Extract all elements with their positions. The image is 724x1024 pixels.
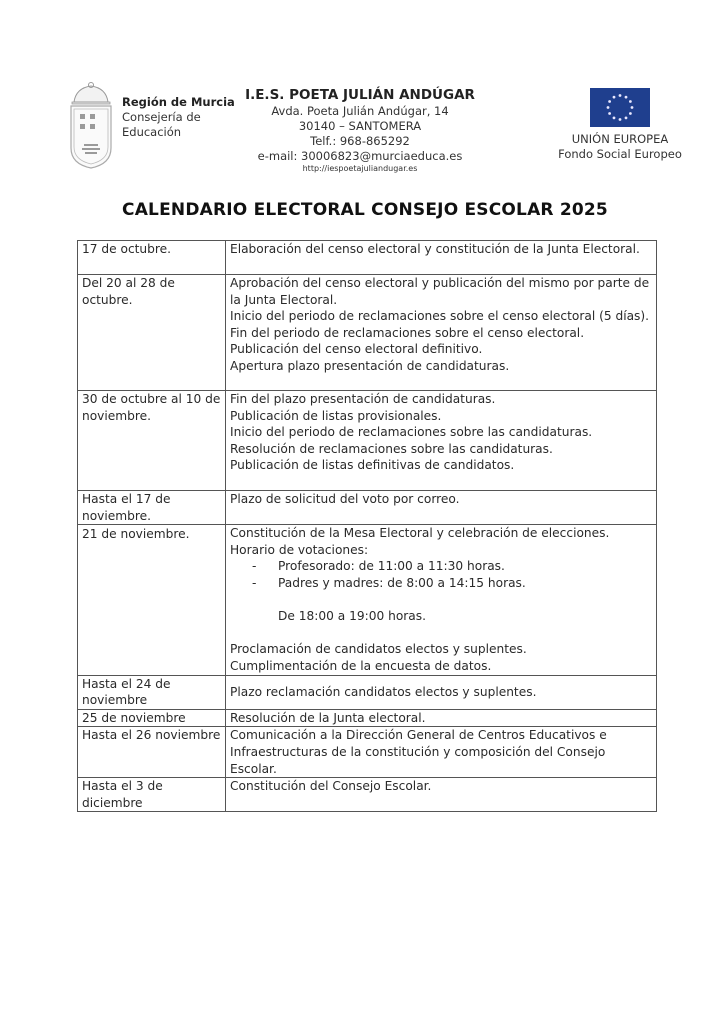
activity-line: Constitución del Consejo Escolar. bbox=[230, 779, 432, 794]
activity-line: Apertura plazo presentación de candidaturas. bbox=[230, 358, 510, 373]
table-row bbox=[78, 778, 657, 812]
table-row bbox=[78, 275, 657, 391]
eu-star-icon bbox=[619, 118, 622, 121]
eu-star-icon bbox=[629, 100, 632, 103]
table-row bbox=[78, 491, 657, 525]
date-cell bbox=[78, 525, 226, 675]
activity-line: Aprobación del censo electoral y publicación del mismo por parte de la Junta Electoral. bbox=[230, 276, 650, 307]
activity-cell bbox=[226, 241, 657, 275]
eu-star-icon bbox=[608, 100, 611, 103]
activity-cell bbox=[226, 491, 657, 525]
extra-time: De 18:00 a 19:00 horas. bbox=[278, 609, 426, 624]
eu-star-icon bbox=[631, 106, 634, 109]
eu-star-icon bbox=[607, 106, 610, 109]
table-row bbox=[78, 709, 657, 727]
activity-cell bbox=[226, 727, 657, 778]
activity-line: Publicación de listas definitivas de candidatos. bbox=[230, 458, 515, 473]
activity-line: Plazo de solicitud del voto por correo. bbox=[230, 492, 460, 506]
activity-line: Resolución de reclamaciones sobre las candidaturas. bbox=[230, 441, 553, 456]
school-block bbox=[240, 86, 480, 174]
eu-name: UNIÓN EUROPEA bbox=[571, 132, 669, 146]
region-block bbox=[122, 95, 235, 140]
activity-line: Publicación del censo electoral definitivo. bbox=[230, 342, 483, 357]
table-row bbox=[78, 727, 657, 778]
activity-line: Plazo reclamación candidatos electos y suplentes. bbox=[230, 684, 537, 699]
date-cell: 17 de octubre. bbox=[78, 241, 226, 275]
eu-star-icon bbox=[613, 116, 616, 119]
date-cell: Hasta el 17 de noviembre. bbox=[78, 491, 226, 525]
bullet-text: Profesorado: de 11:00 a 11:30 horas. bbox=[278, 559, 505, 574]
bullet-dash: - bbox=[252, 575, 257, 590]
eu-star-icon bbox=[613, 96, 616, 99]
date-cell: 30 de octubre al 10 de noviembre. bbox=[78, 391, 226, 491]
school-city: 30140 – SANTOMERA bbox=[298, 119, 422, 133]
school-website[interactable]: http://iespoetajuliandugar.es bbox=[302, 164, 418, 173]
eu-fund: Fondo Social Europeo bbox=[558, 147, 682, 161]
electoral-calendar-table bbox=[77, 240, 657, 812]
activity-line: Publicación de listas provisionales. bbox=[230, 408, 442, 423]
school-address: Avda. Poeta Julián Andúgar, 14 bbox=[271, 104, 449, 118]
eu-star-icon bbox=[619, 94, 622, 97]
activity-cell bbox=[226, 525, 657, 675]
date-cell: 25 de noviembre bbox=[78, 709, 226, 727]
bullet-dash: - bbox=[252, 559, 257, 574]
eu-star-icon bbox=[625, 96, 628, 99]
activity-line: Resolución de la Junta electoral. bbox=[230, 710, 426, 725]
activity-line: Comunicación a la Dirección General de Centros Educativos e Infraestructuras de la constitución y composición del Consejo Escolar. bbox=[230, 728, 607, 776]
region-crest-logo bbox=[66, 80, 116, 170]
date-cell: Hasta el 26 noviembre bbox=[78, 727, 226, 778]
activity-line: Elaboración del censo electoral y constitución de la Junta Electoral. bbox=[230, 242, 640, 256]
date-cell: Hasta el 24 de noviembre bbox=[78, 675, 226, 709]
activity-cell bbox=[226, 675, 657, 709]
activity-line: Fin del plazo presentación de candidaturas. bbox=[230, 392, 496, 406]
eu-star-icon bbox=[608, 112, 611, 115]
activity-line: Constitución de la Mesa Electoral y celebración de elecciones. bbox=[230, 526, 610, 541]
activity-line: Proclamación de candidatos electos y suplentes. bbox=[230, 642, 527, 657]
activity-line: Inicio del periodo de reclamaciones sobre el censo electoral (5 días). bbox=[230, 309, 650, 324]
activity-cell bbox=[226, 778, 657, 812]
department-line-2: Educación bbox=[122, 125, 182, 139]
eu-flag-icon bbox=[590, 88, 650, 127]
eu-star-icon bbox=[625, 116, 628, 119]
eu-block bbox=[550, 88, 690, 162]
school-email: e-mail: 30006823@murciaeduca.es bbox=[257, 149, 463, 163]
school-phone: Telf.: 968-865292 bbox=[310, 134, 410, 148]
date-text: 21 de noviembre. bbox=[82, 526, 190, 541]
eu-star-icon bbox=[629, 112, 632, 115]
page-title: CALENDARIO ELECTORAL CONSEJO ESCOLAR 2025 bbox=[122, 200, 608, 220]
school-name: I.E.S. POETA JULIÁN ANDÚGAR bbox=[245, 87, 475, 103]
table-row bbox=[78, 525, 657, 675]
table-row bbox=[78, 675, 657, 709]
date-cell: Hasta el 3 de diciembre bbox=[78, 778, 226, 812]
activity-cell bbox=[226, 709, 657, 727]
coat-of-arms-icon bbox=[66, 80, 116, 170]
bullet-text: Padres y madres: de 8:00 a 14:15 horas. bbox=[278, 575, 526, 590]
date-cell: Del 20 al 28 de octubre. bbox=[78, 275, 226, 391]
activity-cell bbox=[226, 391, 657, 491]
bullet-item bbox=[230, 575, 652, 592]
bullet-item bbox=[230, 558, 652, 575]
table-row bbox=[78, 391, 657, 491]
activity-line: Fin del periodo de reclamaciones sobre el censo electoral. bbox=[230, 325, 585, 340]
department-line-1: Consejería de bbox=[122, 110, 201, 124]
activity-line: Inicio del periodo de reclamaciones sobre las candidaturas. bbox=[230, 425, 593, 440]
region-name: Región de Murcia bbox=[122, 95, 235, 109]
schedule-label: Horario de votaciones: bbox=[230, 542, 369, 557]
table-row bbox=[78, 241, 657, 275]
activity-line: Cumplimentación de la encuesta de datos. bbox=[230, 658, 492, 673]
activity-cell bbox=[226, 275, 657, 391]
